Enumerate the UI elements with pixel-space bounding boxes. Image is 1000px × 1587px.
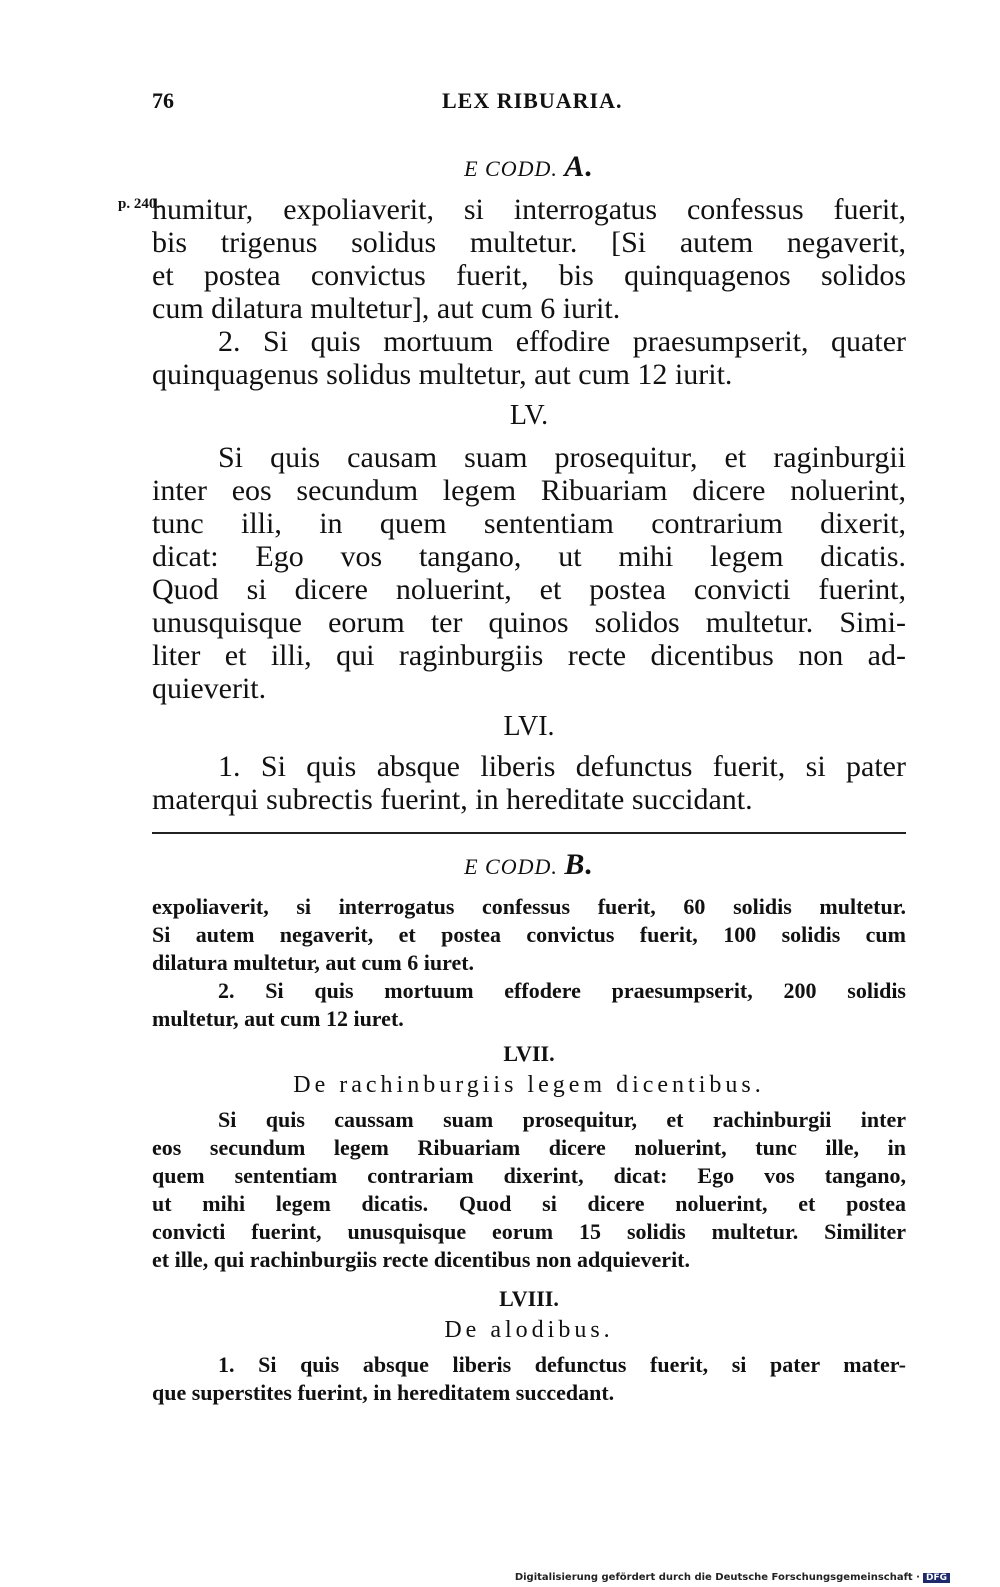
text-line: Si autem negaverit, et postea convictus fuerit, 100 solidis cum bbox=[152, 922, 906, 947]
margin-page-reference: p. 240. bbox=[118, 196, 161, 212]
text-line: bis trigenus solidus multetur. [Si autem negaverit, bbox=[152, 226, 906, 259]
text-line: inter eos secundum legem Ribuariam dicere noluerint, bbox=[152, 474, 906, 507]
chapter-title-lvii: De rachinburgiis legem dicentibus. bbox=[293, 1072, 765, 1098]
text-line: 1. Si quis absque liberis defunctus fuerit, si pater bbox=[218, 750, 906, 783]
text-line: Si quis caussam suam prosequitur, et rachinburgii inter bbox=[218, 1107, 906, 1132]
text-line: liter et illi, qui raginburgiis recte dicentibus non ad- bbox=[152, 639, 906, 672]
text-line: et postea convictus fuerit, bis quinquagenos solidos bbox=[152, 259, 906, 292]
text-line: humitur, expoliaverit, si interrogatus confessus fuerit, bbox=[152, 193, 906, 226]
section-a-letter: A. bbox=[564, 150, 594, 183]
text-line: eos secundum legem Ribuariam dicere noluerint, tunc ille, in bbox=[152, 1135, 906, 1160]
running-title: LEX RIBUARIA. bbox=[442, 88, 623, 113]
text-line: quem sententiam contrariam dixerint, dicat: Ego vos tangano, bbox=[152, 1163, 906, 1188]
text-line: multetur, aut cum 12 iuret. bbox=[152, 1006, 404, 1031]
digitization-credit bbox=[515, 1572, 950, 1583]
page-number: 76 bbox=[152, 88, 174, 113]
credit-text: Digitalisierung gefördert durch die Deutsche Forschungsgemeinschaft · bbox=[514, 1572, 920, 1583]
text-line: 2. Si quis mortuum effodere praesumpserit, 200 solidis bbox=[218, 978, 906, 1003]
dfg-logo: DFG bbox=[923, 1573, 950, 1583]
text-line: dicat: Ego vos tangano, ut mihi legem dicatis. bbox=[152, 540, 906, 573]
text-line: quinquagenus solidus multetur, aut cum 12 iurit. bbox=[152, 358, 733, 391]
section-b-letter: B. bbox=[564, 848, 594, 881]
text-line: cum dilatura multetur], aut cum 6 iurit. bbox=[152, 292, 621, 325]
chapter-title-lviii: De alodibus. bbox=[444, 1317, 614, 1343]
text-line: 1. Si quis absque liberis defunctus fuerit, si pater mater- bbox=[218, 1352, 906, 1377]
chapter-numeral-lv: LV. bbox=[509, 400, 549, 431]
text-line: Si quis causam suam prosequitur, et raginburgii bbox=[218, 441, 906, 474]
chapter-numeral-lvi: LVI. bbox=[503, 711, 555, 742]
text-line: 2. Si quis mortuum effodire praesumpserit, quater bbox=[218, 325, 906, 358]
text-line: et ille, qui rachinburgiis recte dicentibus non adquieverit. bbox=[152, 1247, 691, 1272]
section-b-heading-text: E CODD. bbox=[464, 854, 558, 879]
text-line: que superstites fuerint, in hereditatem succedant. bbox=[152, 1380, 615, 1405]
text-line: expoliaverit, si interrogatus confessus fuerit, 60 solidis multetur. bbox=[152, 894, 906, 919]
running-head bbox=[152, 88, 906, 122]
chapter-numeral-lvii: LVII. bbox=[503, 1041, 555, 1066]
text-line: ut mihi legem dicatis. Quod si dicere noluerint, et postea bbox=[152, 1191, 906, 1216]
text-line: tunc illi, in quem sententiam contrarium dixerit, bbox=[152, 507, 906, 540]
text-line: Quod si dicere noluerint, et postea convicti fuerint, bbox=[152, 573, 906, 606]
text-line: unusquisque eorum ter quinos solidos multetur. Simi- bbox=[152, 606, 906, 639]
section-b-heading bbox=[152, 848, 906, 882]
text-line: convicti fuerint, unusquisque eorum 15 solidis multetur. Similiter bbox=[152, 1219, 906, 1244]
section-a-heading-text: E CODD. bbox=[464, 156, 558, 181]
text-line: dilatura multetur, aut cum 6 iuret. bbox=[152, 950, 475, 975]
chapter-numeral-lviii: LVIII. bbox=[499, 1286, 559, 1311]
section-a-heading bbox=[152, 150, 906, 184]
text-line: quieverit. bbox=[152, 672, 267, 705]
section-divider bbox=[152, 832, 906, 834]
text-line: materqui subrectis fuerint, in hereditate succidant. bbox=[152, 783, 753, 816]
